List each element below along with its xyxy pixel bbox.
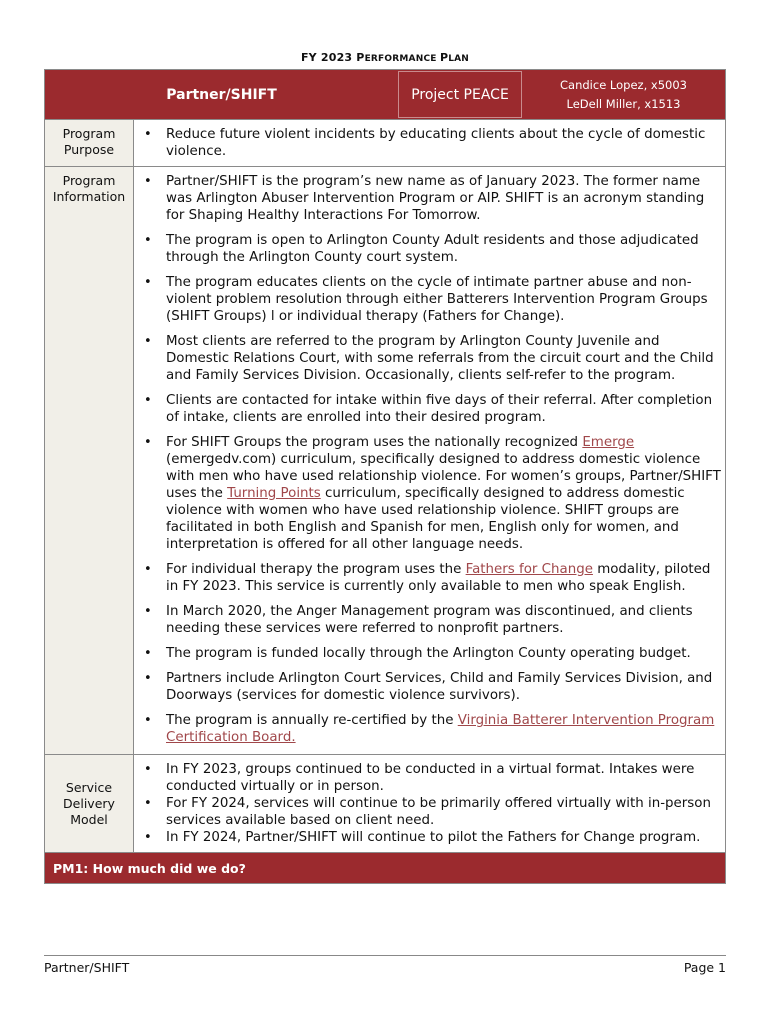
list-item: • The program is funded locally through the Arlington County operating budget. [134,645,725,662]
list-item: • The program is annually re-certified by the Virginia Batterer Intervention Program Certification Board. [134,712,725,746]
program-name: Partner/SHIFT [166,86,277,103]
document-title: FY 2023 PERFORMANCE PLAN [300,51,470,64]
delivery-label: Service Delivery Model [45,755,134,852]
contacts [522,70,725,119]
performance-plan-table [44,69,726,884]
list-item: • The program educates clients on the cycle of intimate partner abuse and non-violent problem resolution through either Batterers Intervention Program Groups (SHIFT Groups) l or individual therapy (Fathers for Change). [134,274,725,325]
footer-page-number: Page 1 [683,960,726,975]
delivery-content [134,755,725,852]
list-item: • Partners include Arlington Court Services, Child and Family Services Division, and Doorways (services for domestic violence survivors). [134,670,725,704]
list-item: • The program is open to Arlington County Adult residents and those adjudicated through the Arlington County court system. [134,232,725,266]
list-item: • Reduce future violent incidents by educating clients about the cycle of domestic violence. [134,126,725,160]
footer-program: Partner/SHIFT [44,960,130,975]
virginia-board-link[interactable]: Virginia Batterer Intervention Program Certification Board. [166,713,715,745]
fathers-for-change-link[interactable]: Fathers for Change [465,562,593,577]
purpose-row [45,119,725,166]
list-item: • For individual therapy the program uses the Fathers for Change modality, piloted in FY 2023. This service is currently only available to men who speak English. [134,561,725,595]
turning-points-link[interactable]: Turning Points [227,486,321,501]
list-item: • In FY 2024, Partner/SHIFT will continue to pilot the Fathers for Change program. [134,829,725,846]
list-item: • Most clients are referred to the program by Arlington County Juvenile and Domestic Relations Court, with some referrals from the circuit court and the Child and Family Services Division. Occasionally, clients self-refer to the program. [134,333,725,384]
delivery-row [45,754,725,852]
list-item: • Partner/SHIFT is the program’s new name as of January 2023. The former name was Arlington Abuser Intervention Program or AIP. SHIFT is an acronym standing for Shaping Healthy Interactions For Tomorrow. [134,173,725,224]
contact-2: LeDell Miller, x1513 [566,96,681,111]
list-item: • Clients are contacted for intake within five days of their referral. After completion of intake, clients are enrolled into their desired program. [134,392,725,426]
list-item: • For SHIFT Groups the program uses the nationally recognized Emerge (emergedv.com) curriculum, specifically designed to address domestic violence with men who have used relationship violence. For women’s groups, Partner/SHIFT uses the Turning Points curriculum, specifically designed to address domestic violence with women who have used relationship violence. SHIFT groups are facilitated in both English and Spanish for men, English only for women, and interpretation is offered for all other language needs. [134,434,725,553]
list-item: • In FY 2023, groups continued to be conducted in a virtual format. Intakes were conducted virtually or in person. [134,761,725,795]
table-header [45,70,725,119]
project-name: Project PEACE [398,71,522,118]
purpose-label: Program Purpose [45,120,134,166]
purpose-content [134,120,725,166]
information-row [45,166,725,754]
page-footer [44,955,726,975]
information-content [134,167,725,754]
contact-1: Candice Lopez, x5003 [560,77,687,92]
list-item: • In March 2020, the Anger Management program was discontinued, and clients needing these services were referred to nonprofit partners. [134,603,725,637]
information-label: Program Information [45,167,134,754]
emerge-link[interactable]: Emerge [582,435,635,450]
pm1-heading: PM1: How much did we do? [45,852,725,883]
list-item: • For FY 2024, services will continue to be primarily offered virtually with in-person services available based on client need. [134,795,725,829]
